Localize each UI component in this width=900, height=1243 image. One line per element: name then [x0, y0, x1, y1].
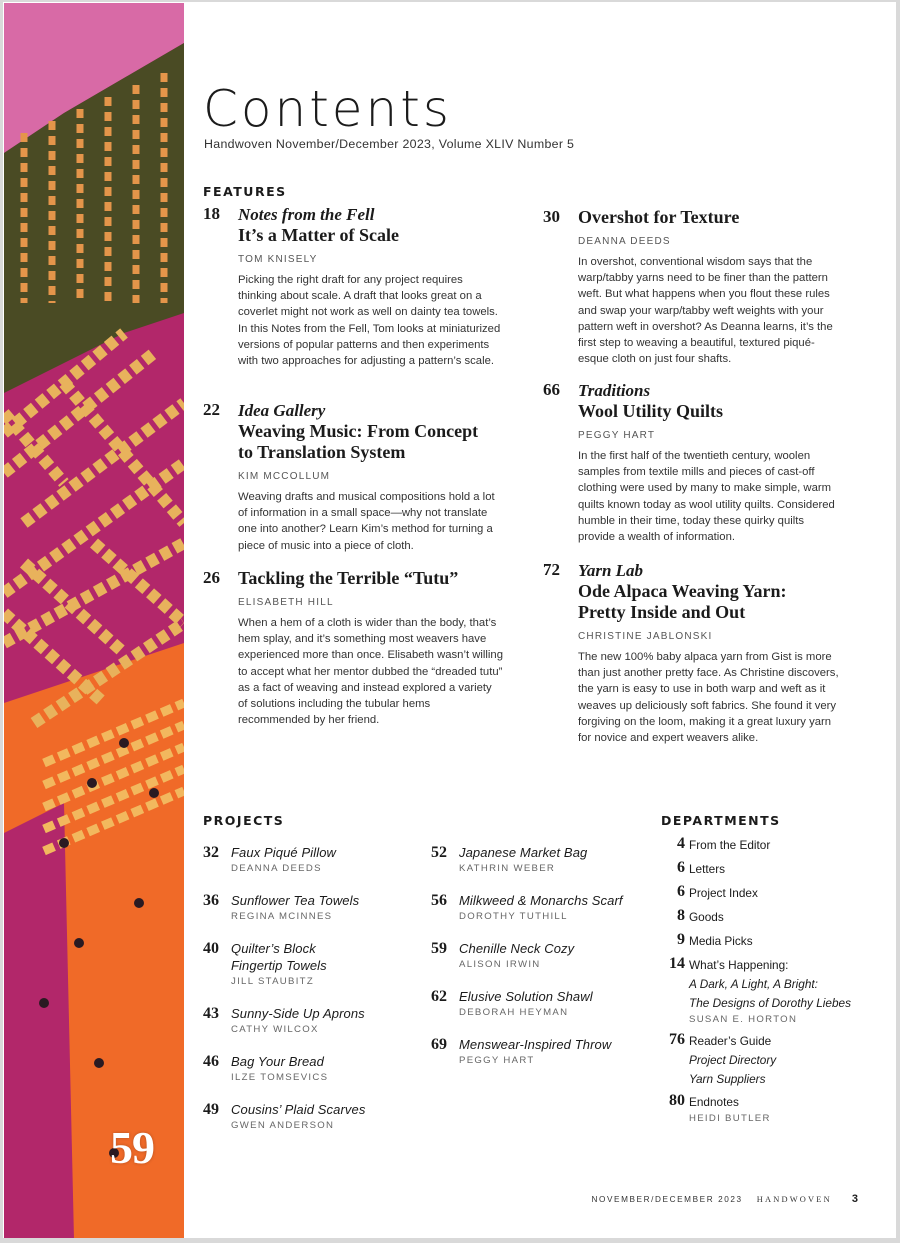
feature-kicker: Yarn Lab — [578, 561, 644, 580]
project-item[interactable] — [203, 1005, 365, 1036]
feature-author: DEANNA DEEDS — [578, 236, 671, 247]
feature-page-number: 22 — [203, 400, 220, 419]
department-page-number: 80 — [669, 1092, 685, 1109]
feature-item[interactable] — [203, 400, 503, 554]
project-item[interactable] — [431, 892, 623, 923]
project-item[interactable] — [203, 1053, 328, 1084]
feature-item[interactable] — [543, 207, 843, 367]
project-author: REGINA MCINNES — [231, 911, 333, 922]
department-title: Media Picks — [689, 934, 753, 948]
feature-item[interactable] — [203, 204, 503, 369]
project-author: ILZE TOMSEVICS — [231, 1072, 329, 1083]
feature-title: It’s a Matter of Scale — [238, 225, 399, 245]
project-title: Menswear-Inspired Throw — [459, 1037, 612, 1052]
projects-heading: PROJECTS — [203, 813, 285, 828]
department-page-number: 6 — [677, 859, 685, 876]
feature-item[interactable] — [543, 560, 843, 746]
department-title: Endnotes — [689, 1095, 739, 1109]
feature-description: The new 100% baby alpaca yarn from Gist is more than just another pretty face. As Christine discovers, the yarn is easy to use in both warp and weft as it weaves up deliciously soft fabrics. She found it very forgiving on the loom, making it a great luxury yarn for novice and expert weavers alike. — [578, 651, 839, 745]
feature-kicker: Notes from the Fell — [238, 205, 375, 224]
feature-title: Tackling the Terrible “Tutu” — [238, 568, 459, 588]
department-item[interactable] — [677, 931, 753, 951]
textile-illustration — [4, 3, 184, 1238]
project-item[interactable] — [203, 940, 346, 988]
page-title: Contents — [203, 80, 452, 138]
department-item[interactable] — [677, 859, 726, 879]
project-author: CATHY WILCOX — [231, 1024, 319, 1035]
project-item[interactable] — [203, 1101, 365, 1132]
project-title: Bag Your Bread — [231, 1054, 324, 1069]
project-author: ALISON IRWIN — [459, 959, 541, 970]
department-item[interactable] — [669, 1031, 777, 1089]
project-item[interactable] — [431, 1036, 611, 1067]
issue-subtitle: Handwoven November/December 2023, Volume XLIV Number 5 — [204, 137, 575, 151]
magenta-edge-region — [4, 803, 74, 1238]
department-subtitle: Project Directory — [689, 1053, 777, 1067]
project-title: Chenille Neck Cozy — [459, 941, 575, 956]
feature-item[interactable] — [543, 380, 843, 545]
department-title: Project Index — [689, 886, 758, 900]
departments-heading: DEPARTMENTS — [661, 813, 781, 828]
project-author: KATHRIN WEBER — [459, 863, 556, 874]
feature-description: In the first half of the twentieth century, woolen samples from textile mills and pieces of cast-off clothing were used by many to make simple, warm quilts known today as wool utility quilts. Considered humble in their time, today these quirky quilts provide a wealth of information. — [578, 450, 835, 544]
project-item[interactable] — [203, 892, 359, 923]
dark-weave-dot — [94, 1058, 104, 1068]
feature-page-number: 66 — [543, 380, 560, 399]
project-title: Japanese Market Bag — [459, 845, 588, 860]
feature-description: In overshot, conventional wisdom says that the warp/tabby yarns need to be finer than the pattern weft. But what happens when you flout these rules and swap your warp/tabby weft weights with your pattern weft in overshot? As Deanna learns, it’s the first step to weaving a beautiful, textured piqué-esque cloth on just four shafts. — [578, 256, 833, 366]
project-item[interactable] — [431, 844, 587, 875]
feature-title: Overshot for Texture — [578, 207, 740, 227]
feature-kicker: Traditions — [578, 381, 651, 400]
department-page-number: 14 — [669, 955, 685, 972]
department-page-number: 8 — [677, 907, 685, 924]
project-title: Faux Piqué Pillow — [231, 845, 337, 860]
page-footer — [591, 1193, 858, 1205]
department-page-number: 4 — [677, 835, 685, 852]
project-author: DOROTHY TUTHILL — [459, 911, 568, 922]
department-item[interactable] — [677, 835, 771, 855]
project-title: Quilter’s Block Fingertip Towels — [231, 941, 327, 973]
project-item[interactable] — [431, 988, 593, 1019]
feature-page-number: 30 — [543, 207, 560, 226]
department-subtitle: A Dark, A Light, A Bright: — [689, 977, 818, 991]
project-title: Elusive Solution Shawl — [459, 989, 593, 1004]
feature-title: Weaving Music: From Concept to Translation System — [238, 421, 479, 462]
feature-author: TOM KNISELY — [238, 254, 318, 265]
feature-author: CHRISTINE JABLONSKI — [578, 631, 713, 642]
department-page-number: 9 — [677, 931, 685, 948]
department-item[interactable] — [669, 955, 851, 1027]
project-page-number: 69 — [431, 1036, 447, 1053]
project-page-number: 32 — [203, 844, 219, 861]
footer-magazine-name: HANDWOVEN — [756, 1195, 832, 1204]
department-subtitle: The Designs of Dorothy Liebes — [689, 996, 851, 1010]
project-page-number: 59 — [431, 940, 447, 957]
project-item[interactable] — [203, 844, 336, 875]
project-page-number: 43 — [203, 1005, 219, 1022]
photo-page-marker: 59 — [110, 1122, 154, 1173]
department-page-number: 6 — [677, 883, 685, 900]
dark-weave-dot — [134, 898, 144, 908]
feature-page-number: 72 — [543, 560, 560, 579]
feature-page-number: 18 — [203, 204, 220, 223]
project-title: Milkweed & Monarchs Scarf — [459, 893, 623, 908]
dark-weave-dot — [74, 938, 84, 948]
department-page-number: 76 — [669, 1031, 685, 1048]
feature-title: Ode Alpaca Weaving Yarn: Pretty Inside and Out — [578, 581, 787, 622]
dark-weave-dot — [59, 838, 69, 848]
department-title: From the Editor — [689, 838, 771, 852]
project-title: Cousins’ Plaid Scarves — [231, 1102, 366, 1117]
department-item[interactable] — [677, 907, 724, 927]
feature-author: ELISABETH HILL — [238, 597, 334, 608]
project-page-number: 56 — [431, 892, 447, 909]
department-item[interactable] — [669, 1092, 771, 1126]
feature-description: Picking the right draft for any project requires thinking about scale. A draft that looks great on a coverlet might not work as well on dainty tea towels. In this Notes from the Fell, Tom looks at miniaturized versions of popular patterns and then experiments with two approaches for adjusting a pattern’s scale. — [238, 274, 501, 368]
footer-issue-date: NOVEMBER/DECEMBER 2023 — [591, 1195, 743, 1204]
project-page-number: 40 — [203, 940, 219, 957]
magazine-page — [3, 2, 896, 1238]
project-author: PEGGY HART — [459, 1055, 535, 1066]
features-heading: FEATURES — [203, 184, 287, 199]
project-author: JILL STAUBITZ — [231, 976, 315, 987]
project-page-number: 46 — [203, 1053, 219, 1070]
feature-author: PEGGY HART — [578, 430, 656, 441]
feature-page-number: 26 — [203, 568, 220, 587]
department-title: Goods — [689, 910, 724, 924]
project-author: DEANNA DEEDS — [231, 863, 322, 874]
project-page-number: 52 — [431, 844, 447, 861]
project-author: DEBORAH HEYMAN — [459, 1007, 569, 1018]
department-title: What’s Happening: — [689, 958, 789, 972]
department-item[interactable] — [677, 883, 758, 903]
department-author: SUSAN E. HORTON — [689, 1014, 798, 1025]
feature-description: When a hem of a cloth is wider than the body, that’s hem splay, and it’s something most weavers have experienced more than once. Elisabeth wasn’t willing to accept what her mentor dubbed the “dreaded tutu” as a fact of weaving and instead explored a variety of solutions including the tubular hems recommended by her friend. — [238, 617, 503, 727]
department-author: HEIDI BUTLER — [689, 1113, 771, 1124]
project-item[interactable] — [431, 940, 574, 971]
project-page-number: 62 — [431, 988, 447, 1005]
project-title: Sunny-Side Up Aprons — [231, 1006, 365, 1021]
feature-title: Wool Utility Quilts — [578, 401, 724, 421]
dark-weave-dot — [119, 738, 129, 748]
feature-kicker: Idea Gallery — [238, 401, 326, 420]
footer-page-number: 3 — [851, 1193, 858, 1205]
dark-weave-dot — [39, 998, 49, 1008]
department-subtitle: Yarn Suppliers — [689, 1072, 766, 1086]
dark-weave-dot — [87, 778, 97, 788]
project-author: GWEN ANDERSON — [231, 1120, 335, 1131]
dark-weave-dot — [149, 788, 159, 798]
feature-item[interactable] — [203, 568, 503, 728]
department-title: Reader’s Guide — [689, 1034, 772, 1048]
project-title: Sunflower Tea Towels — [231, 893, 360, 908]
project-page-number: 36 — [203, 892, 219, 909]
feature-description: Weaving drafts and musical compositions hold a lot of information in a small space—why not translate one into another? Learn Kim’s method for turning a piece of music into a piece of cloth. — [238, 491, 495, 552]
department-title: Letters — [689, 862, 726, 876]
project-page-number: 49 — [203, 1101, 219, 1118]
feature-author: KIM MCCOLLUM — [238, 471, 331, 482]
woven-textile-photo — [4, 3, 184, 1238]
